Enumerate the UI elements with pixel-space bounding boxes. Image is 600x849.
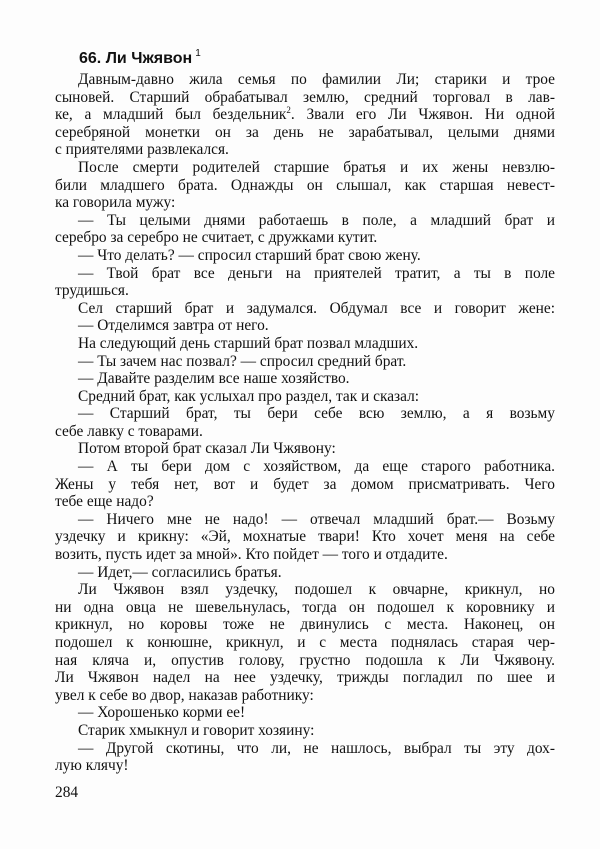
footnote-marker: 2 xyxy=(286,105,291,116)
text-line xyxy=(55,335,555,353)
text-line xyxy=(55,106,555,124)
text-line-content: ке, а младший был бездельник xyxy=(55,106,287,124)
text-line-content: — Ты целыми днями работаешь в поле, а младший брат и xyxy=(78,211,555,229)
text-line xyxy=(55,652,555,670)
text-line-content: — Идет,— согласились братья. xyxy=(78,563,282,581)
text-line xyxy=(55,581,555,599)
story-text xyxy=(55,71,555,775)
text-line xyxy=(55,757,555,775)
text-line-content: возить, пусть идет за мной». Кто пойдет — того и отдадите. xyxy=(55,546,448,564)
text-line xyxy=(55,687,555,705)
text-line xyxy=(55,599,555,617)
text-line-content: ная кляча и, опустив голову, грустно подошла к Ли Чжявону. xyxy=(55,651,555,669)
text-line xyxy=(55,370,555,388)
text-line-content: с приятелями развлекался. xyxy=(55,141,229,159)
text-line xyxy=(55,265,555,283)
text-line xyxy=(55,159,555,177)
text-line xyxy=(55,124,555,142)
text-line-content: себе лавку с товарами. xyxy=(55,422,203,440)
text-line-content: ка говорила мужу: xyxy=(55,194,176,212)
text-line xyxy=(55,423,555,441)
text-line xyxy=(55,405,555,423)
text-line xyxy=(55,476,555,494)
text-line xyxy=(55,71,555,89)
text-line xyxy=(55,212,555,230)
text-line-content: — Ты зачем нас позвал? — спросил средний брат. xyxy=(78,352,407,370)
text-line xyxy=(55,177,555,195)
text-line xyxy=(55,300,555,318)
text-line-content: трудишься. xyxy=(55,282,129,300)
text-line xyxy=(55,388,555,406)
title-footnote-marker: 1 xyxy=(195,48,201,59)
text-line xyxy=(55,616,555,634)
text-line-content: уздечку и крикну: «Эй, мохнатые твари! Кто хочет меня на себе xyxy=(55,528,555,546)
text-line-content: Старик хмыкнул и говорит хозяину: xyxy=(78,721,315,739)
text-line-content: серебряной монетки он за день не зарабатывал, целыми днями xyxy=(55,123,555,141)
text-line-content: подошел к конюшне, крикнул, и с места поднялась старая чер- xyxy=(55,634,555,651)
text-line-content: После смерти родителей старшие братья и их жены невзлю- xyxy=(78,158,555,176)
text-line xyxy=(55,317,555,335)
text-line xyxy=(55,722,555,740)
text-line xyxy=(55,458,555,476)
text-line xyxy=(55,634,555,652)
text-line-content: лую клячу! xyxy=(55,757,129,775)
page-number: 284 xyxy=(55,784,79,801)
text-line xyxy=(55,740,555,758)
text-line-content: — Ничего мне не надо! — отвечал младший брат.— Возьму xyxy=(78,510,555,528)
text-line-content: увел к себе во двор, наказав работнику: xyxy=(55,686,314,704)
text-line-content: — Другой скотины, что ли, не нашлось, выбрал ты эту дох- xyxy=(78,739,555,757)
text-line xyxy=(55,353,555,371)
text-line-content: ни одна овца не шевельнулась, тогда он подошел к коровнику и xyxy=(55,598,555,616)
text-line-content: — А ты бери дом с хозяйством, да еще старого работника. xyxy=(78,458,555,476)
text-line xyxy=(55,229,555,247)
text-line-content: серебро за серебро не считает, с дружками кутит. xyxy=(55,229,378,247)
text-line xyxy=(55,704,555,722)
text-line-content: Сел старший брат и задумался. Обдумал все и говорит жене: xyxy=(78,299,555,317)
text-line-content: — Давайте разделим все наше хозяйство. xyxy=(78,370,350,388)
text-line-content: сыновей. Старший обрабатывал землю, средний торговал в лав- xyxy=(55,88,555,106)
text-line xyxy=(55,528,555,546)
text-line xyxy=(55,564,555,582)
text-line-content: Потом второй брат сказал Ли Чжявону: xyxy=(78,440,336,458)
text-line xyxy=(55,141,555,159)
text-line xyxy=(55,247,555,265)
text-line-content: тебе еще надо? xyxy=(55,493,154,511)
story-title: Ли Чжявон xyxy=(105,50,193,67)
text-line-content: Жены у тебя нет, вот и будет за домом присматривать. Чего xyxy=(55,475,555,493)
text-line-content: — Хорошенько корми ее! xyxy=(78,704,246,722)
story-number: 66. xyxy=(79,50,102,67)
text-line-content: крикнул, но коровы тоже не двинулись с места. Наконец, он xyxy=(55,616,555,634)
text-line-content: Средний брат, как услыхал про раздел, так и сказал: xyxy=(78,387,420,405)
text-line-content: Ли Чжявон надел на нее уздечку, трижды погладил по шее и xyxy=(55,669,555,687)
text-line xyxy=(55,493,555,511)
text-line xyxy=(55,89,555,107)
text-line-content: — Что делать? — спросил старший брат свою жену. xyxy=(78,246,421,264)
text-line xyxy=(55,669,555,687)
text-line-content: — Отделимся завтра от него. xyxy=(78,317,269,335)
text-line xyxy=(55,282,555,300)
text-line xyxy=(55,511,555,529)
text-line-content: На следующий день старший брат позвал младших. xyxy=(78,334,419,352)
text-line xyxy=(55,546,555,564)
text-line-content: Давным-давно жила семья по фамилии Ли; старики и трое xyxy=(78,71,555,88)
text-line-content: били младшего брата. Однажды он слышал, как старшая невест- xyxy=(55,176,555,194)
story-heading xyxy=(79,44,201,69)
text-line-content: — Старший брат, ты бери себе всю землю, а я возьму xyxy=(78,405,555,423)
text-line xyxy=(55,194,555,212)
text-line-continuation: . Звали его Ли Чжявон. Ни одной xyxy=(290,106,556,124)
text-line xyxy=(55,440,555,458)
text-line-content: — Твой брат все деньги на приятелей тратит, а ты в поле xyxy=(78,264,555,282)
text-line-content: Ли Чжявон взял уздечку, подошел к овчарне, крикнул, но xyxy=(78,581,555,599)
